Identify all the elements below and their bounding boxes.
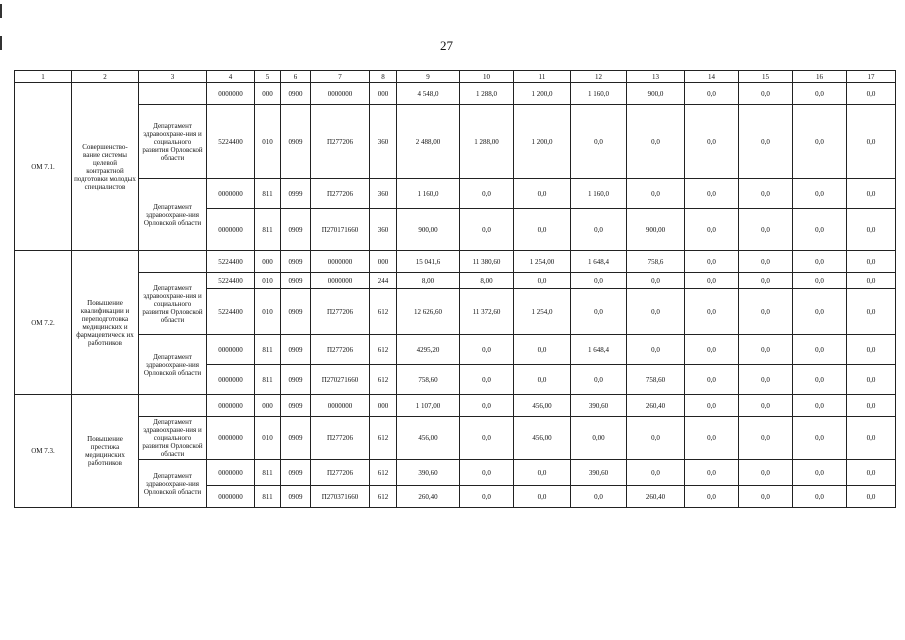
value-cell: 0,0 [739, 209, 793, 251]
value-cell: 0,0 [739, 365, 793, 395]
table-row [15, 335, 896, 365]
value-cell: 0909 [281, 251, 311, 273]
value-cell: 0,0 [514, 179, 571, 209]
value-cell: 0,0 [739, 83, 793, 105]
value-cell: 0,0 [514, 365, 571, 395]
value-cell: 0,0 [793, 251, 847, 273]
value-cell: 612 [370, 335, 397, 365]
value-cell: 1 288,00 [460, 105, 514, 179]
value-cell: 811 [255, 486, 281, 508]
value-cell: 0,0 [847, 486, 896, 508]
value-cell: 000 [255, 251, 281, 273]
column-header: 10 [460, 71, 514, 83]
value-cell: 0,0 [685, 486, 739, 508]
value-cell: 612 [370, 365, 397, 395]
value-cell: 0,0 [847, 417, 896, 460]
value-cell: 0,0 [685, 83, 739, 105]
value-cell: 758,6 [627, 251, 685, 273]
value-cell: 0,0 [793, 417, 847, 460]
value-cell: 0,0 [847, 395, 896, 417]
value-cell: 0,0 [739, 105, 793, 179]
value-cell: 0,0 [514, 460, 571, 486]
value-cell: 5224400 [207, 273, 255, 289]
value-cell: 260,40 [627, 486, 685, 508]
value-cell: 0909 [281, 335, 311, 365]
executor-cell: Департамент здравоохране-ния Орловской области [139, 335, 207, 395]
margin-mark [0, 4, 2, 18]
measure-title: Повышение квалификации и переподготовка медицинских и фармацевтическ их работников [72, 251, 139, 395]
value-cell: 5224400 [207, 289, 255, 335]
value-cell: 360 [370, 179, 397, 209]
value-cell: 0,0 [793, 289, 847, 335]
value-cell: 0,0 [739, 417, 793, 460]
value-cell: 0,0 [793, 83, 847, 105]
value-cell: 11 380,60 [460, 251, 514, 273]
value-cell: 010 [255, 105, 281, 179]
measure-code: ОМ 7.2. [15, 251, 72, 395]
executor-cell: Департамент здравоохране-ния и социального развития Орловской области [139, 105, 207, 179]
value-cell: 0,0 [685, 179, 739, 209]
value-cell: 0,0 [847, 365, 896, 395]
value-cell: 0,0 [571, 273, 627, 289]
value-cell: 010 [255, 289, 281, 335]
value-cell: 0,0 [739, 395, 793, 417]
value-cell: 758,60 [397, 365, 460, 395]
value-cell: 0,0 [847, 335, 896, 365]
executor-cell: Департамент здравоохране-ния Орловской области [139, 179, 207, 251]
value-cell: 0,0 [571, 486, 627, 508]
value-cell: 8,00 [460, 273, 514, 289]
value-cell: 0000000 [207, 417, 255, 460]
value-cell: 811 [255, 335, 281, 365]
value-cell: 0909 [281, 273, 311, 289]
value-cell: 0000000 [311, 83, 370, 105]
value-cell: 0,0 [685, 105, 739, 179]
value-cell: 390,60 [571, 460, 627, 486]
value-cell: 0909 [281, 209, 311, 251]
value-cell: 1 160,0 [571, 83, 627, 105]
value-cell: П270371660 [311, 486, 370, 508]
value-cell: 0,0 [793, 209, 847, 251]
value-cell: 0,0 [847, 83, 896, 105]
value-cell: 0,0 [627, 460, 685, 486]
value-cell: 0000000 [311, 273, 370, 289]
value-cell: 0,0 [739, 335, 793, 365]
value-cell: 4 548,0 [397, 83, 460, 105]
value-cell: 0,0 [571, 365, 627, 395]
value-cell: 0,0 [739, 179, 793, 209]
value-cell: 0000000 [311, 395, 370, 417]
executor-cell: Департамент здравоохране-ния Орловской области [139, 460, 207, 508]
column-header: 4 [207, 71, 255, 83]
value-cell: 0,0 [627, 179, 685, 209]
value-cell: 0,0 [685, 209, 739, 251]
value-cell: 0,0 [460, 417, 514, 460]
measure-title: Повышение престижа медицинских работников [72, 395, 139, 508]
executor-cell: Департамент здравоохране-ния и социального развития Орловской области [139, 417, 207, 460]
value-cell: 5224400 [207, 105, 255, 179]
value-cell: П277206 [311, 179, 370, 209]
column-header: 7 [311, 71, 370, 83]
value-cell: 010 [255, 417, 281, 460]
column-header: 6 [281, 71, 311, 83]
column-header: 16 [793, 71, 847, 83]
value-cell: 260,40 [397, 486, 460, 508]
value-cell: П277206 [311, 105, 370, 179]
value-cell: 5224400 [207, 251, 255, 273]
executor-cell [139, 395, 207, 417]
value-cell: 0,0 [514, 273, 571, 289]
value-cell: 612 [370, 486, 397, 508]
budget-table [14, 70, 896, 508]
value-cell: П270271660 [311, 365, 370, 395]
value-cell: 0,0 [627, 289, 685, 335]
value-cell: 0900 [281, 83, 311, 105]
value-cell: 0,0 [460, 395, 514, 417]
value-cell: 0,0 [571, 209, 627, 251]
value-cell: 0,0 [739, 251, 793, 273]
value-cell: 0,0 [571, 289, 627, 335]
value-cell: 456,00 [397, 417, 460, 460]
value-cell: 0000000 [207, 460, 255, 486]
column-header: 8 [370, 71, 397, 83]
measure-code: ОМ 7.3. [15, 395, 72, 508]
column-header: 11 [514, 71, 571, 83]
value-cell: 0,0 [793, 486, 847, 508]
value-cell: 0,0 [847, 251, 896, 273]
value-cell: 0,0 [460, 179, 514, 209]
value-cell: П277206 [311, 335, 370, 365]
column-header: 1 [15, 71, 72, 83]
value-cell: 0,0 [685, 365, 739, 395]
value-cell: 0,0 [739, 289, 793, 335]
value-cell: П277206 [311, 460, 370, 486]
value-cell: 0,0 [460, 365, 514, 395]
executor-cell [139, 83, 207, 105]
value-cell: 0000000 [207, 335, 255, 365]
value-cell: 1 254,00 [514, 251, 571, 273]
table-row [15, 105, 896, 179]
page-number: 27 [440, 38, 453, 53]
value-cell: 0999 [281, 179, 311, 209]
value-cell: 000 [255, 83, 281, 105]
table-body [15, 83, 896, 508]
value-cell: П277206 [311, 289, 370, 335]
value-cell: 0,0 [793, 460, 847, 486]
value-cell: 11 372,60 [460, 289, 514, 335]
value-cell: 0,0 [685, 460, 739, 486]
value-cell: 0,0 [793, 179, 847, 209]
value-cell: 260,40 [627, 395, 685, 417]
value-cell: 0,0 [571, 105, 627, 179]
value-cell: 0,0 [847, 289, 896, 335]
table-row [15, 83, 896, 105]
value-cell: 000 [255, 395, 281, 417]
value-cell: 0,00 [571, 417, 627, 460]
value-cell: 0,0 [460, 335, 514, 365]
value-cell: 000 [370, 83, 397, 105]
value-cell: 0,0 [685, 289, 739, 335]
value-cell: 1 288,0 [460, 83, 514, 105]
value-cell: 1 648,4 [571, 335, 627, 365]
value-cell: 0,0 [739, 486, 793, 508]
value-cell: 0909 [281, 417, 311, 460]
value-cell: 15 041,6 [397, 251, 460, 273]
table-row [15, 251, 896, 273]
value-cell: 811 [255, 460, 281, 486]
value-cell: 1 200,0 [514, 105, 571, 179]
table-row [15, 460, 896, 486]
value-cell: 0909 [281, 365, 311, 395]
table-row [15, 395, 896, 417]
value-cell: 0,0 [460, 486, 514, 508]
value-cell: П270171660 [311, 209, 370, 251]
value-cell: 0,0 [685, 251, 739, 273]
value-cell: 1 200,0 [514, 83, 571, 105]
column-header: 13 [627, 71, 685, 83]
column-header: 12 [571, 71, 627, 83]
value-cell: 0909 [281, 395, 311, 417]
value-cell: 390,60 [397, 460, 460, 486]
column-header: 15 [739, 71, 793, 83]
value-cell: 612 [370, 460, 397, 486]
value-cell: 0000000 [207, 486, 255, 508]
value-cell: 010 [255, 273, 281, 289]
value-cell: 0000000 [207, 365, 255, 395]
column-header: 5 [255, 71, 281, 83]
value-cell: 0,0 [847, 105, 896, 179]
value-cell: 8,00 [397, 273, 460, 289]
column-header: 14 [685, 71, 739, 83]
value-cell: 0,0 [847, 179, 896, 209]
value-cell: 0,0 [685, 395, 739, 417]
value-cell: 758,60 [627, 365, 685, 395]
value-cell: 0,0 [847, 209, 896, 251]
header-row [15, 71, 896, 83]
table-row [15, 417, 896, 460]
column-header: 17 [847, 71, 896, 83]
value-cell: 0,0 [847, 273, 896, 289]
table-row [15, 273, 896, 289]
value-cell: 1 160,0 [571, 179, 627, 209]
value-cell: 0,0 [514, 209, 571, 251]
measure-code: ОМ 7.1. [15, 83, 72, 251]
value-cell: 0,0 [739, 460, 793, 486]
value-cell: 0909 [281, 289, 311, 335]
value-cell: 0,0 [685, 273, 739, 289]
value-cell: 900,00 [397, 209, 460, 251]
value-cell: 811 [255, 209, 281, 251]
measure-title: Совершенство-вание системы целевой контрактной подготовки молодых специалистов [72, 83, 139, 251]
value-cell: 4295,20 [397, 335, 460, 365]
value-cell: 0000000 [207, 83, 255, 105]
value-cell: 0,0 [793, 273, 847, 289]
value-cell: 360 [370, 209, 397, 251]
value-cell: 612 [370, 289, 397, 335]
value-cell: 0,0 [460, 460, 514, 486]
value-cell: 2 488,00 [397, 105, 460, 179]
value-cell: 0,0 [514, 486, 571, 508]
value-cell: 0909 [281, 105, 311, 179]
value-cell: 000 [370, 395, 397, 417]
value-cell: 0,0 [685, 417, 739, 460]
value-cell: 1 107,00 [397, 395, 460, 417]
value-cell: 000 [370, 251, 397, 273]
value-cell: 1 254,0 [514, 289, 571, 335]
value-cell: 0000000 [207, 209, 255, 251]
value-cell: 0,0 [739, 273, 793, 289]
value-cell: 0,0 [793, 365, 847, 395]
value-cell: 390,60 [571, 395, 627, 417]
value-cell: 244 [370, 273, 397, 289]
value-cell: 360 [370, 105, 397, 179]
column-header: 9 [397, 71, 460, 83]
value-cell: 0,0 [685, 335, 739, 365]
value-cell: 0,0 [847, 460, 896, 486]
value-cell: 456,00 [514, 395, 571, 417]
column-header: 3 [139, 71, 207, 83]
value-cell: 612 [370, 417, 397, 460]
executor-cell [139, 251, 207, 273]
value-cell: 1 648,4 [571, 251, 627, 273]
value-cell: 0000000 [311, 251, 370, 273]
value-cell: 0,0 [793, 395, 847, 417]
value-cell: 0,0 [627, 417, 685, 460]
value-cell: 811 [255, 365, 281, 395]
value-cell: 900,0 [627, 83, 685, 105]
value-cell: 0,0 [627, 273, 685, 289]
value-cell: 900,00 [627, 209, 685, 251]
value-cell: 0,0 [514, 335, 571, 365]
value-cell: 0,0 [627, 335, 685, 365]
value-cell: 811 [255, 179, 281, 209]
value-cell: 0000000 [207, 179, 255, 209]
value-cell: 0909 [281, 486, 311, 508]
value-cell: 1 160,0 [397, 179, 460, 209]
value-cell: 0,0 [460, 209, 514, 251]
value-cell: 0,0 [793, 335, 847, 365]
value-cell: 0,0 [793, 105, 847, 179]
value-cell: 456,00 [514, 417, 571, 460]
table-row [15, 179, 896, 209]
margin-mark [0, 36, 2, 50]
value-cell: 0,0 [627, 105, 685, 179]
value-cell: 0909 [281, 460, 311, 486]
value-cell: 12 626,60 [397, 289, 460, 335]
executor-cell: Департамент здравоохране-ния и социального развития Орловской области [139, 273, 207, 335]
value-cell: П277206 [311, 417, 370, 460]
column-header: 2 [72, 71, 139, 83]
value-cell: 0000000 [207, 395, 255, 417]
